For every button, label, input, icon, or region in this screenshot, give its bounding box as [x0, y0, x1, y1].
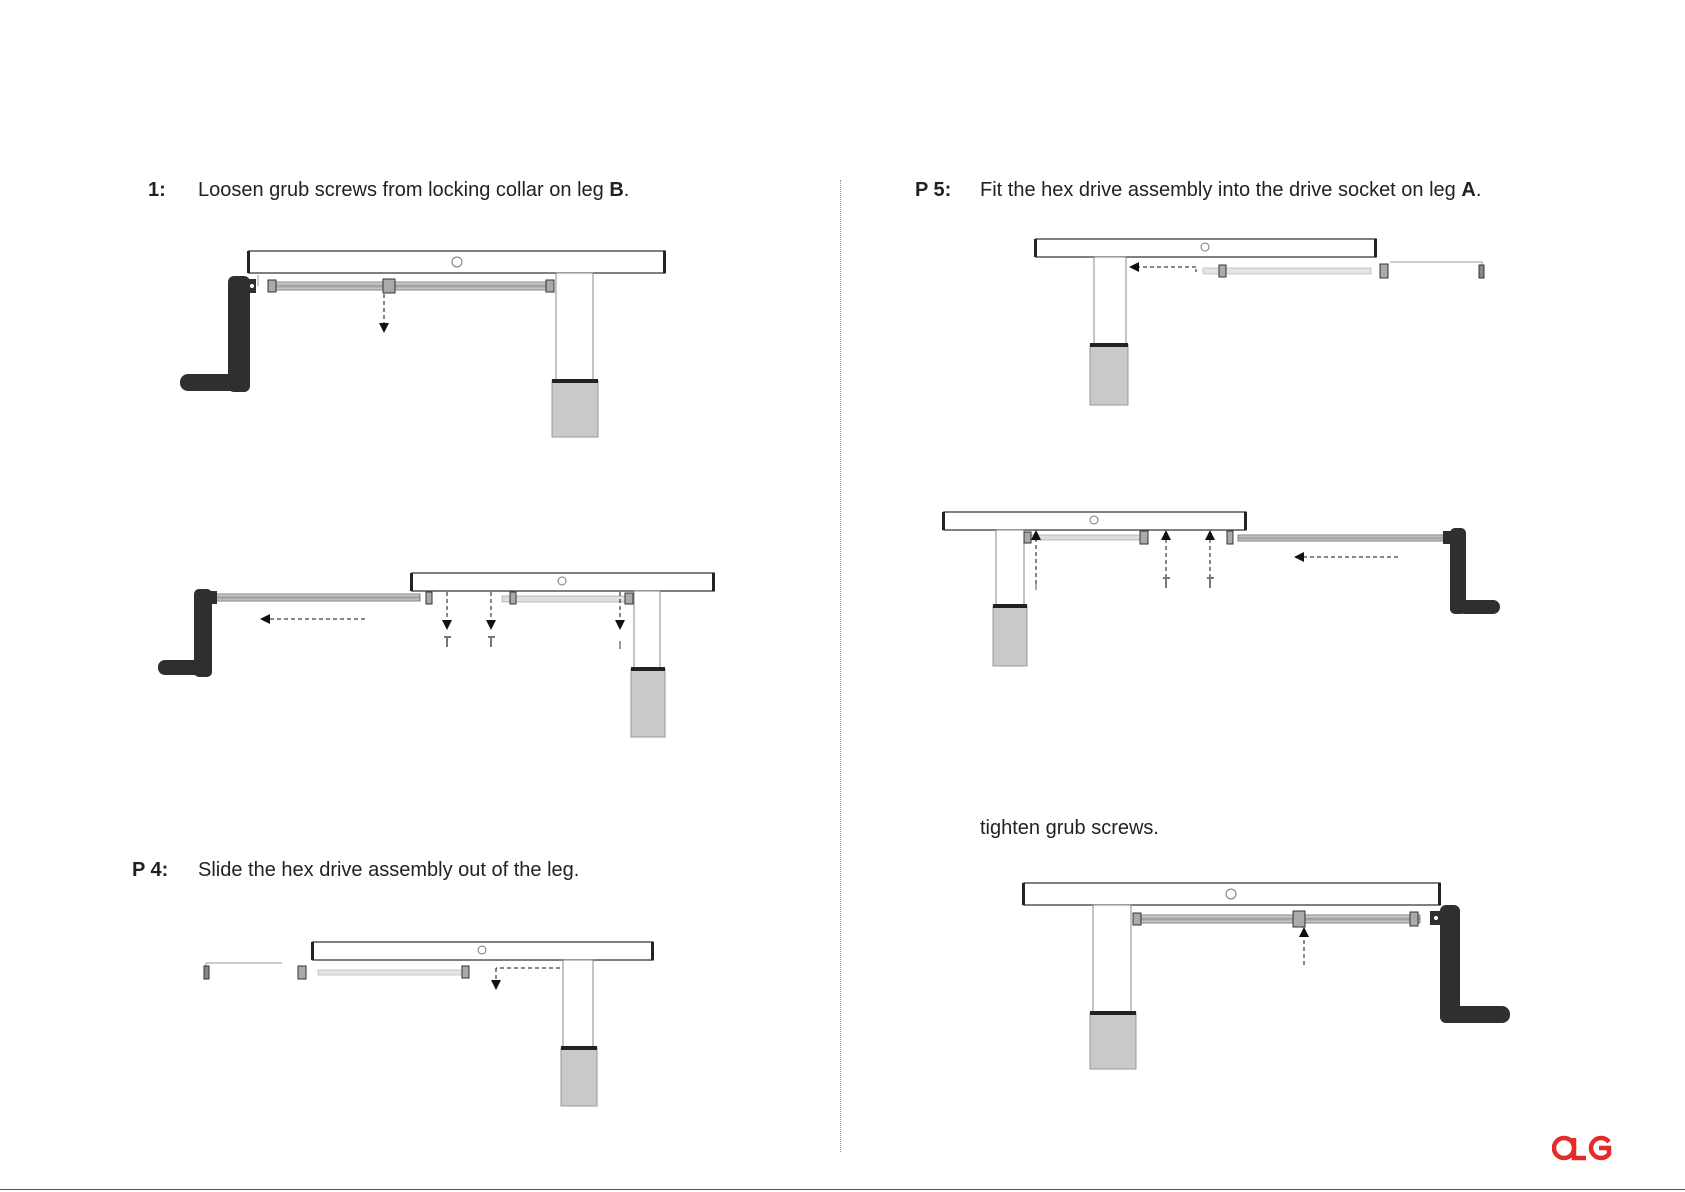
- leg-label: A: [1461, 179, 1476, 201]
- figure-step-p4: [204, 942, 654, 1106]
- step-number: P 4:: [132, 859, 169, 881]
- figure-step-2: [158, 573, 715, 737]
- step-number: 1:: [148, 179, 166, 201]
- step-text: Loosen grub screws from locking collar on leg: [198, 179, 610, 201]
- figure-step-p5-a: [1034, 239, 1484, 405]
- step-number: P 5:: [915, 179, 952, 201]
- step-text: Fit the hex drive assembly into the drive socket on leg: [980, 179, 1462, 201]
- step-partial-text: tighten grub screws.: [980, 817, 1159, 839]
- figure-step-1: [180, 251, 666, 437]
- leg-label: B: [609, 179, 624, 201]
- figure-step-p5-b: [942, 512, 1500, 666]
- figure-tighten: [1022, 883, 1510, 1069]
- olg-logo: [1552, 1134, 1612, 1167]
- step-text: Slide the hex drive assembly out of the leg.: [198, 859, 580, 881]
